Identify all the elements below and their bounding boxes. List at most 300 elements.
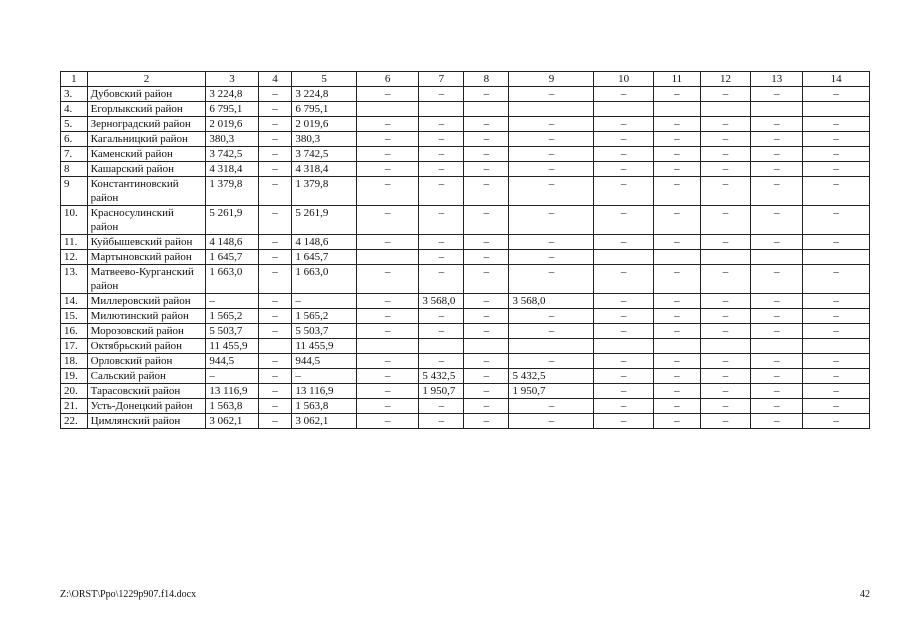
value-cell: – — [751, 147, 803, 162]
table-row — [61, 414, 870, 429]
value-cell — [751, 339, 803, 354]
district-name-cell: Егорлыкский район — [87, 102, 206, 117]
value-cell: 5 261,9 — [206, 206, 258, 235]
value-cell: – — [700, 235, 750, 250]
district-name-cell: Куйбышевский район — [87, 235, 206, 250]
value-cell: 13 116,9 — [292, 384, 357, 399]
value-cell: – — [751, 265, 803, 294]
value-cell: – — [258, 162, 292, 177]
value-cell: 1 663,0 — [206, 265, 258, 294]
table-row — [61, 324, 870, 339]
row-number-cell: 5. — [61, 117, 88, 132]
value-cell: 1 645,7 — [292, 250, 357, 265]
row-number-cell: 17. — [61, 339, 88, 354]
value-cell — [803, 250, 870, 265]
value-cell: – — [700, 414, 750, 429]
value-cell: – — [594, 117, 653, 132]
value-cell: – — [803, 235, 870, 250]
row-number-cell: 9 — [61, 177, 88, 206]
value-cell: 1 565,2 — [206, 309, 258, 324]
table-row — [61, 132, 870, 147]
value-cell: – — [751, 87, 803, 102]
value-cell — [653, 339, 700, 354]
district-name-cell: Кашарский район — [87, 162, 206, 177]
table-row — [61, 147, 870, 162]
value-cell: – — [356, 132, 418, 147]
value-cell: 6 795,1 — [292, 102, 357, 117]
value-cell: 1 645,7 — [206, 250, 258, 265]
value-cell — [653, 250, 700, 265]
value-cell: 1 563,8 — [206, 399, 258, 414]
value-cell: – — [419, 147, 464, 162]
district-name-cell: Константиновский район — [87, 177, 206, 206]
value-cell: – — [464, 265, 509, 294]
value-cell: – — [803, 206, 870, 235]
value-cell: 1 565,2 — [292, 309, 357, 324]
column-header: 6 — [356, 72, 418, 87]
row-number-cell: 21. — [61, 399, 88, 414]
column-header: 11 — [653, 72, 700, 87]
district-name-cell: Каменский район — [87, 147, 206, 162]
value-cell: 3 742,5 — [206, 147, 258, 162]
value-cell: – — [509, 324, 594, 339]
table-row — [61, 294, 870, 309]
value-cell: – — [419, 399, 464, 414]
value-cell — [653, 102, 700, 117]
table-row — [61, 87, 870, 102]
value-cell: – — [509, 250, 594, 265]
value-cell: – — [509, 235, 594, 250]
value-cell: – — [700, 369, 750, 384]
value-cell: – — [464, 384, 509, 399]
value-cell: – — [700, 309, 750, 324]
value-cell: – — [803, 369, 870, 384]
value-cell: – — [653, 414, 700, 429]
value-cell: – — [292, 369, 357, 384]
value-cell: – — [751, 399, 803, 414]
district-name-cell: Миллеровский район — [87, 294, 206, 309]
district-name-cell: Матвеево-Курганский район — [87, 265, 206, 294]
column-header: 7 — [419, 72, 464, 87]
row-number-cell: 8 — [61, 162, 88, 177]
value-cell: – — [751, 117, 803, 132]
table-row — [61, 384, 870, 399]
row-number-cell: 12. — [61, 250, 88, 265]
table-row — [61, 354, 870, 369]
value-cell: – — [700, 162, 750, 177]
value-cell: – — [464, 177, 509, 206]
data-table — [60, 71, 870, 429]
value-cell: – — [653, 235, 700, 250]
value-cell: – — [509, 354, 594, 369]
district-name-cell: Усть-Донецкий район — [87, 399, 206, 414]
table-row — [61, 162, 870, 177]
value-cell: – — [803, 384, 870, 399]
value-cell: – — [356, 87, 418, 102]
value-cell: – — [751, 177, 803, 206]
value-cell: – — [464, 354, 509, 369]
value-cell: 1 950,7 — [419, 384, 464, 399]
column-header: 13 — [751, 72, 803, 87]
value-cell: – — [509, 309, 594, 324]
value-cell: – — [419, 324, 464, 339]
value-cell: – — [419, 177, 464, 206]
value-cell: – — [356, 177, 418, 206]
value-cell: 4 148,6 — [206, 235, 258, 250]
value-cell: – — [751, 309, 803, 324]
value-cell: – — [751, 354, 803, 369]
value-cell: – — [356, 414, 418, 429]
value-cell — [509, 102, 594, 117]
district-name-cell: Кагальницкий район — [87, 132, 206, 147]
value-cell — [594, 250, 653, 265]
value-cell: – — [700, 354, 750, 369]
value-cell: – — [653, 147, 700, 162]
value-cell: – — [419, 414, 464, 429]
value-cell: – — [700, 132, 750, 147]
value-cell: – — [356, 294, 418, 309]
value-cell: – — [509, 265, 594, 294]
value-cell: – — [594, 147, 653, 162]
value-cell: – — [700, 294, 750, 309]
table-row — [61, 235, 870, 250]
value-cell — [803, 102, 870, 117]
value-cell — [356, 339, 418, 354]
value-cell: – — [751, 384, 803, 399]
value-cell: – — [509, 206, 594, 235]
value-cell: 5 432,5 — [509, 369, 594, 384]
district-name-cell: Дубовский район — [87, 87, 206, 102]
value-cell: – — [594, 235, 653, 250]
value-cell: – — [206, 294, 258, 309]
value-cell: – — [594, 354, 653, 369]
value-cell: – — [464, 309, 509, 324]
value-cell: – — [509, 132, 594, 147]
value-cell: – — [258, 309, 292, 324]
value-cell: – — [803, 87, 870, 102]
value-cell: – — [594, 369, 653, 384]
value-cell: – — [700, 399, 750, 414]
value-cell: – — [206, 369, 258, 384]
value-cell: 5 503,7 — [292, 324, 357, 339]
value-cell: – — [464, 399, 509, 414]
value-cell: – — [803, 414, 870, 429]
value-cell: – — [653, 177, 700, 206]
table-row — [61, 177, 870, 206]
value-cell — [509, 339, 594, 354]
value-cell: – — [258, 294, 292, 309]
value-cell — [464, 102, 509, 117]
value-cell: – — [356, 265, 418, 294]
value-cell: 944,5 — [292, 354, 357, 369]
value-cell: – — [419, 354, 464, 369]
value-cell: – — [258, 87, 292, 102]
value-cell: – — [594, 162, 653, 177]
value-cell: 380,3 — [206, 132, 258, 147]
value-cell: – — [464, 117, 509, 132]
value-cell: 3 568,0 — [509, 294, 594, 309]
value-cell: – — [464, 162, 509, 177]
value-cell: 11 455,9 — [292, 339, 357, 354]
row-number-cell: 6. — [61, 132, 88, 147]
value-cell: – — [751, 324, 803, 339]
value-cell: – — [509, 87, 594, 102]
value-cell: – — [356, 309, 418, 324]
footer-file-path: Z:\ORST\Ppo\1229p907.f14.docx — [60, 589, 197, 600]
value-cell: – — [509, 117, 594, 132]
value-cell: – — [419, 265, 464, 294]
value-cell — [751, 250, 803, 265]
column-header: 14 — [803, 72, 870, 87]
value-cell — [464, 339, 509, 354]
value-cell: – — [258, 265, 292, 294]
value-cell: – — [419, 250, 464, 265]
value-cell: – — [653, 369, 700, 384]
column-header: 4 — [258, 72, 292, 87]
table-row — [61, 265, 870, 294]
district-name-cell: Тарасовский район — [87, 384, 206, 399]
value-cell: 11 455,9 — [206, 339, 258, 354]
column-header: 9 — [509, 72, 594, 87]
value-cell: 1 663,0 — [292, 265, 357, 294]
value-cell: – — [258, 384, 292, 399]
column-header: 1 — [61, 72, 88, 87]
column-header: 2 — [87, 72, 206, 87]
value-cell: – — [653, 117, 700, 132]
value-cell: – — [751, 206, 803, 235]
table-row — [61, 102, 870, 117]
district-name-cell: Орловский район — [87, 354, 206, 369]
value-cell: – — [700, 177, 750, 206]
value-cell: 3 568,0 — [419, 294, 464, 309]
value-cell: 1 950,7 — [509, 384, 594, 399]
value-cell: – — [509, 177, 594, 206]
footer-page-number: 42 — [860, 589, 870, 600]
value-cell: – — [803, 177, 870, 206]
table-row — [61, 206, 870, 235]
value-cell: – — [509, 162, 594, 177]
value-cell: – — [803, 294, 870, 309]
value-cell: 4 318,4 — [206, 162, 258, 177]
value-cell: – — [292, 294, 357, 309]
district-name-cell: Сальский район — [87, 369, 206, 384]
value-cell: – — [258, 324, 292, 339]
value-cell: – — [464, 414, 509, 429]
value-cell: – — [464, 132, 509, 147]
value-cell: – — [258, 102, 292, 117]
value-cell: 1 379,8 — [292, 177, 357, 206]
value-cell: 4 148,6 — [292, 235, 357, 250]
value-cell: – — [653, 309, 700, 324]
value-cell: 5 503,7 — [206, 324, 258, 339]
value-cell: – — [464, 324, 509, 339]
value-cell: – — [356, 147, 418, 162]
value-cell: – — [700, 384, 750, 399]
value-cell: – — [594, 206, 653, 235]
value-cell — [419, 339, 464, 354]
value-cell — [751, 102, 803, 117]
column-header: 3 — [206, 72, 258, 87]
column-header: 5 — [292, 72, 357, 87]
table-row — [61, 309, 870, 324]
row-number-cell: 16. — [61, 324, 88, 339]
value-cell: – — [803, 117, 870, 132]
value-cell: – — [700, 324, 750, 339]
value-cell: – — [356, 117, 418, 132]
value-cell: – — [594, 132, 653, 147]
value-cell: – — [594, 324, 653, 339]
value-cell: – — [594, 399, 653, 414]
value-cell: 3 224,8 — [206, 87, 258, 102]
row-number-cell: 7. — [61, 147, 88, 162]
value-cell: – — [803, 354, 870, 369]
district-name-cell: Красносулинский район — [87, 206, 206, 235]
value-cell: – — [653, 87, 700, 102]
value-cell: – — [464, 250, 509, 265]
row-number-cell: 3. — [61, 87, 88, 102]
value-cell: – — [419, 162, 464, 177]
value-cell: 1 563,8 — [292, 399, 357, 414]
row-number-cell: 15. — [61, 309, 88, 324]
value-cell: – — [258, 147, 292, 162]
value-cell: – — [751, 414, 803, 429]
value-cell: 3 742,5 — [292, 147, 357, 162]
value-cell: 3 062,1 — [206, 414, 258, 429]
district-name-cell: Милютинский район — [87, 309, 206, 324]
value-cell: – — [803, 147, 870, 162]
value-cell — [803, 339, 870, 354]
value-cell: – — [700, 117, 750, 132]
value-cell: – — [509, 147, 594, 162]
district-name-cell: Зерноградский район — [87, 117, 206, 132]
value-cell — [700, 250, 750, 265]
value-cell: – — [751, 369, 803, 384]
row-number-cell: 13. — [61, 265, 88, 294]
value-cell: – — [258, 354, 292, 369]
value-cell: – — [653, 132, 700, 147]
value-cell: – — [356, 162, 418, 177]
value-cell: – — [700, 206, 750, 235]
row-number-cell: 22. — [61, 414, 88, 429]
value-cell — [594, 102, 653, 117]
table-row — [61, 250, 870, 265]
value-cell: – — [594, 309, 653, 324]
value-cell: 1 379,8 — [206, 177, 258, 206]
value-cell: – — [594, 384, 653, 399]
value-cell: 3 062,1 — [292, 414, 357, 429]
value-cell: 944,5 — [206, 354, 258, 369]
value-cell: – — [751, 235, 803, 250]
value-cell: – — [464, 235, 509, 250]
value-cell: – — [258, 414, 292, 429]
value-cell: – — [464, 294, 509, 309]
value-cell: – — [803, 162, 870, 177]
value-cell — [419, 102, 464, 117]
district-name-cell: Октябрьский район — [87, 339, 206, 354]
value-cell: – — [594, 414, 653, 429]
table-row — [61, 117, 870, 132]
column-header: 10 — [594, 72, 653, 87]
value-cell: – — [258, 177, 292, 206]
value-cell: – — [594, 177, 653, 206]
value-cell — [356, 102, 418, 117]
value-cell — [700, 102, 750, 117]
value-cell: 5 432,5 — [419, 369, 464, 384]
value-cell — [700, 339, 750, 354]
value-cell: – — [653, 162, 700, 177]
value-cell: – — [594, 265, 653, 294]
value-cell: 4 318,4 — [292, 162, 357, 177]
value-cell: – — [653, 384, 700, 399]
value-cell: – — [803, 132, 870, 147]
district-name-cell: Мартыновский район — [87, 250, 206, 265]
table-header-row — [61, 72, 870, 87]
value-cell: – — [258, 369, 292, 384]
value-cell: – — [419, 87, 464, 102]
row-number-cell: 11. — [61, 235, 88, 250]
value-cell: – — [464, 87, 509, 102]
value-cell: – — [356, 324, 418, 339]
value-cell: – — [258, 399, 292, 414]
value-cell: – — [653, 206, 700, 235]
value-cell: – — [700, 147, 750, 162]
row-number-cell: 18. — [61, 354, 88, 369]
value-cell: – — [356, 235, 418, 250]
value-cell: 2 019,6 — [292, 117, 357, 132]
value-cell: – — [258, 117, 292, 132]
column-header: 8 — [464, 72, 509, 87]
value-cell: – — [356, 354, 418, 369]
value-cell: – — [419, 132, 464, 147]
value-cell: – — [700, 87, 750, 102]
value-cell: – — [356, 369, 418, 384]
table-row — [61, 399, 870, 414]
value-cell — [258, 339, 292, 354]
value-cell: – — [509, 414, 594, 429]
value-cell: – — [751, 162, 803, 177]
value-cell: – — [803, 324, 870, 339]
column-header: 12 — [700, 72, 750, 87]
value-cell: – — [509, 399, 594, 414]
value-cell: – — [751, 294, 803, 309]
value-cell: – — [653, 354, 700, 369]
row-number-cell: 20. — [61, 384, 88, 399]
value-cell — [594, 339, 653, 354]
district-name-cell: Цимлянский район — [87, 414, 206, 429]
value-cell: – — [258, 235, 292, 250]
value-cell: – — [751, 132, 803, 147]
value-cell: 5 261,9 — [292, 206, 357, 235]
value-cell: – — [356, 384, 418, 399]
value-cell: – — [594, 294, 653, 309]
value-cell: – — [419, 206, 464, 235]
value-cell: – — [258, 206, 292, 235]
value-cell: 6 795,1 — [206, 102, 258, 117]
value-cell: – — [464, 369, 509, 384]
value-cell: – — [419, 235, 464, 250]
row-number-cell: 4. — [61, 102, 88, 117]
value-cell: – — [419, 117, 464, 132]
value-cell: – — [258, 250, 292, 265]
value-cell: 380,3 — [292, 132, 357, 147]
value-cell: – — [653, 399, 700, 414]
value-cell: – — [594, 87, 653, 102]
value-cell: – — [653, 324, 700, 339]
value-cell — [356, 250, 418, 265]
value-cell: – — [464, 206, 509, 235]
row-number-cell: 19. — [61, 369, 88, 384]
row-number-cell: 14. — [61, 294, 88, 309]
